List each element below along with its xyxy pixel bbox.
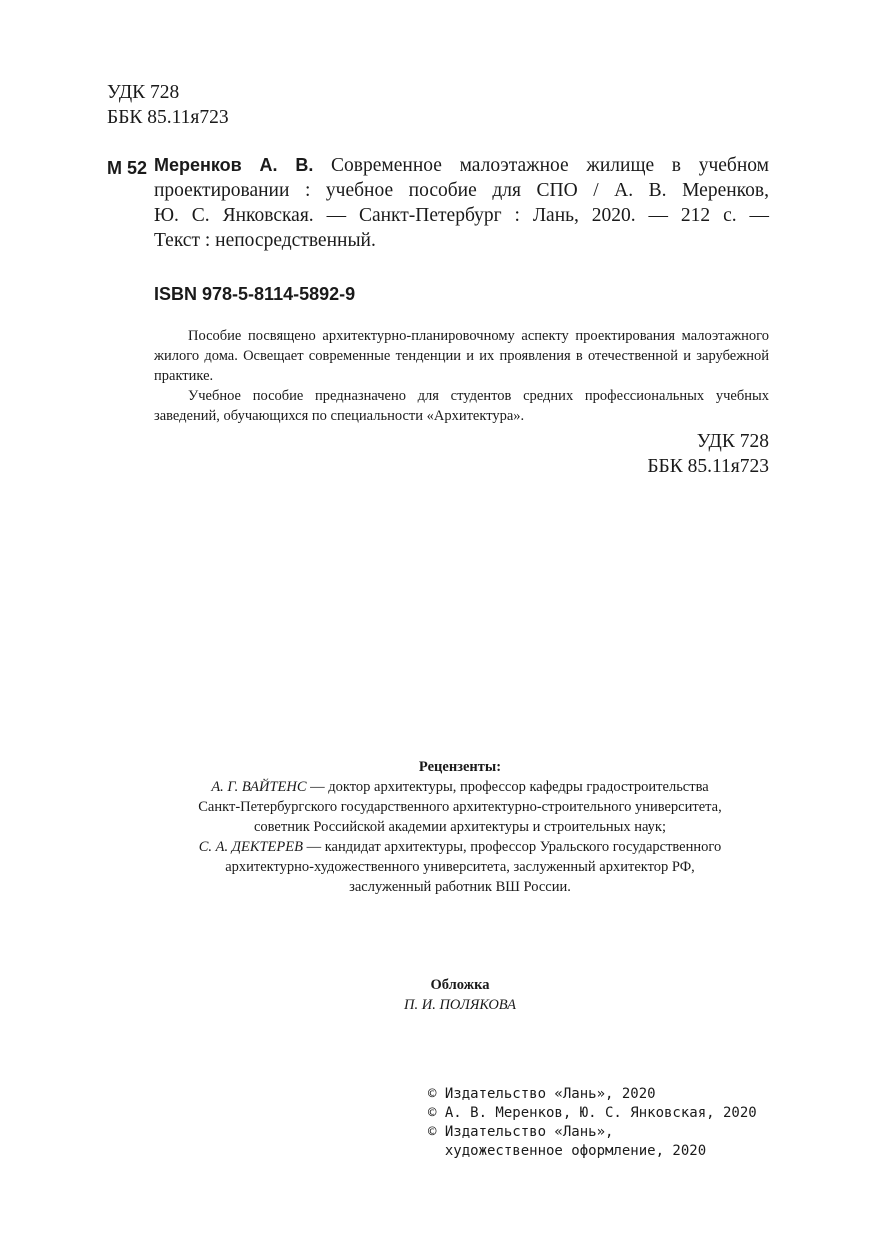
- reviewer-2-name: С. А. ДЕКТЕРЕВ: [198, 839, 303, 855]
- reviewer-1-name: А. Г. ВАЙТЕНС: [211, 779, 307, 795]
- cover-heading: Обложка: [430, 977, 490, 993]
- copyright-line-4: художественное оформление, 2020: [428, 1143, 707, 1159]
- author-name: Меренков А. В.: [154, 155, 314, 175]
- reviewers-heading: Рецензенты:: [418, 759, 502, 775]
- reviewer-2-line-1: [100, 837, 820, 857]
- isbn: ISBN 978-5-8114-5892-9: [154, 284, 356, 304]
- reviewer-2-line-3: заслуженный работник ВШ России.: [349, 879, 571, 895]
- reviewers-block: [100, 757, 820, 897]
- cover-designer: П. И. ПОЛЯКОВА: [404, 997, 516, 1013]
- annotation-paragraph-1: Пособие посвящено архитектурно-планировочному аспекту проектирования малоэтажного жилого дома. Освещает современные тенденции и их проявления в отечественной и зарубежной практике.: [154, 328, 769, 384]
- annotation: [154, 326, 769, 426]
- top-classification-codes: [107, 80, 229, 130]
- copyright-line-1: © Издательство «Лань», 2020: [428, 1086, 656, 1102]
- annotation-paragraph-2: Учебное пособие предназначено для студентов средних профессиональных учебных заведений, обучающихся по специальности «Архитектура».: [154, 388, 769, 424]
- entry-line-1: [154, 153, 769, 178]
- bbk-code-bottom: ББК 85.11я723: [647, 456, 769, 477]
- bbk-code: ББК 85.11я723: [107, 107, 229, 128]
- entry-line-2: проектировании : учебное пособие для СПО / А. В. Меренков,: [154, 180, 769, 201]
- reviewer-1-desc: — доктор архитектуры, профессор кафедры градостроительства: [306, 779, 709, 795]
- udk-code: УДК 728: [107, 82, 180, 103]
- entry-line-4: Текст : непосредственный.: [154, 230, 376, 251]
- bottom-classification-codes: [647, 429, 769, 479]
- reviewer-2-desc: — кандидат архитектуры, профессор Уральского государственного: [302, 839, 722, 855]
- title-start: Современное малоэтажное жилище в учебном: [331, 155, 769, 176]
- copyright-line-3: © Издательство «Лань»,: [428, 1124, 614, 1140]
- copyright-notices: [428, 1085, 757, 1161]
- copyright-line-2: © А. В. Меренков, Ю. С. Янковская, 2020: [428, 1105, 757, 1121]
- entry-line-3: Ю. С. Янковская. — Санкт-Петербург : Лань, 2020. — 212 с. —: [154, 205, 769, 226]
- bibliographic-entry: [154, 153, 769, 253]
- reviewer-1-line-2: Санкт-Петербургского государственного архитектурно-строительного университета,: [198, 799, 722, 815]
- reviewer-2-line-2: архитектурно-художественного университета, заслуженный архитектор РФ,: [225, 859, 695, 875]
- cover-credit: [280, 975, 640, 1015]
- reviewer-1-line-3: советник Российской академии архитектуры и строительных наук;: [253, 819, 667, 835]
- reviewer-1-line-1: [100, 777, 820, 797]
- udk-code-bottom: УДК 728: [696, 431, 769, 452]
- author-mark: М 52: [107, 158, 148, 178]
